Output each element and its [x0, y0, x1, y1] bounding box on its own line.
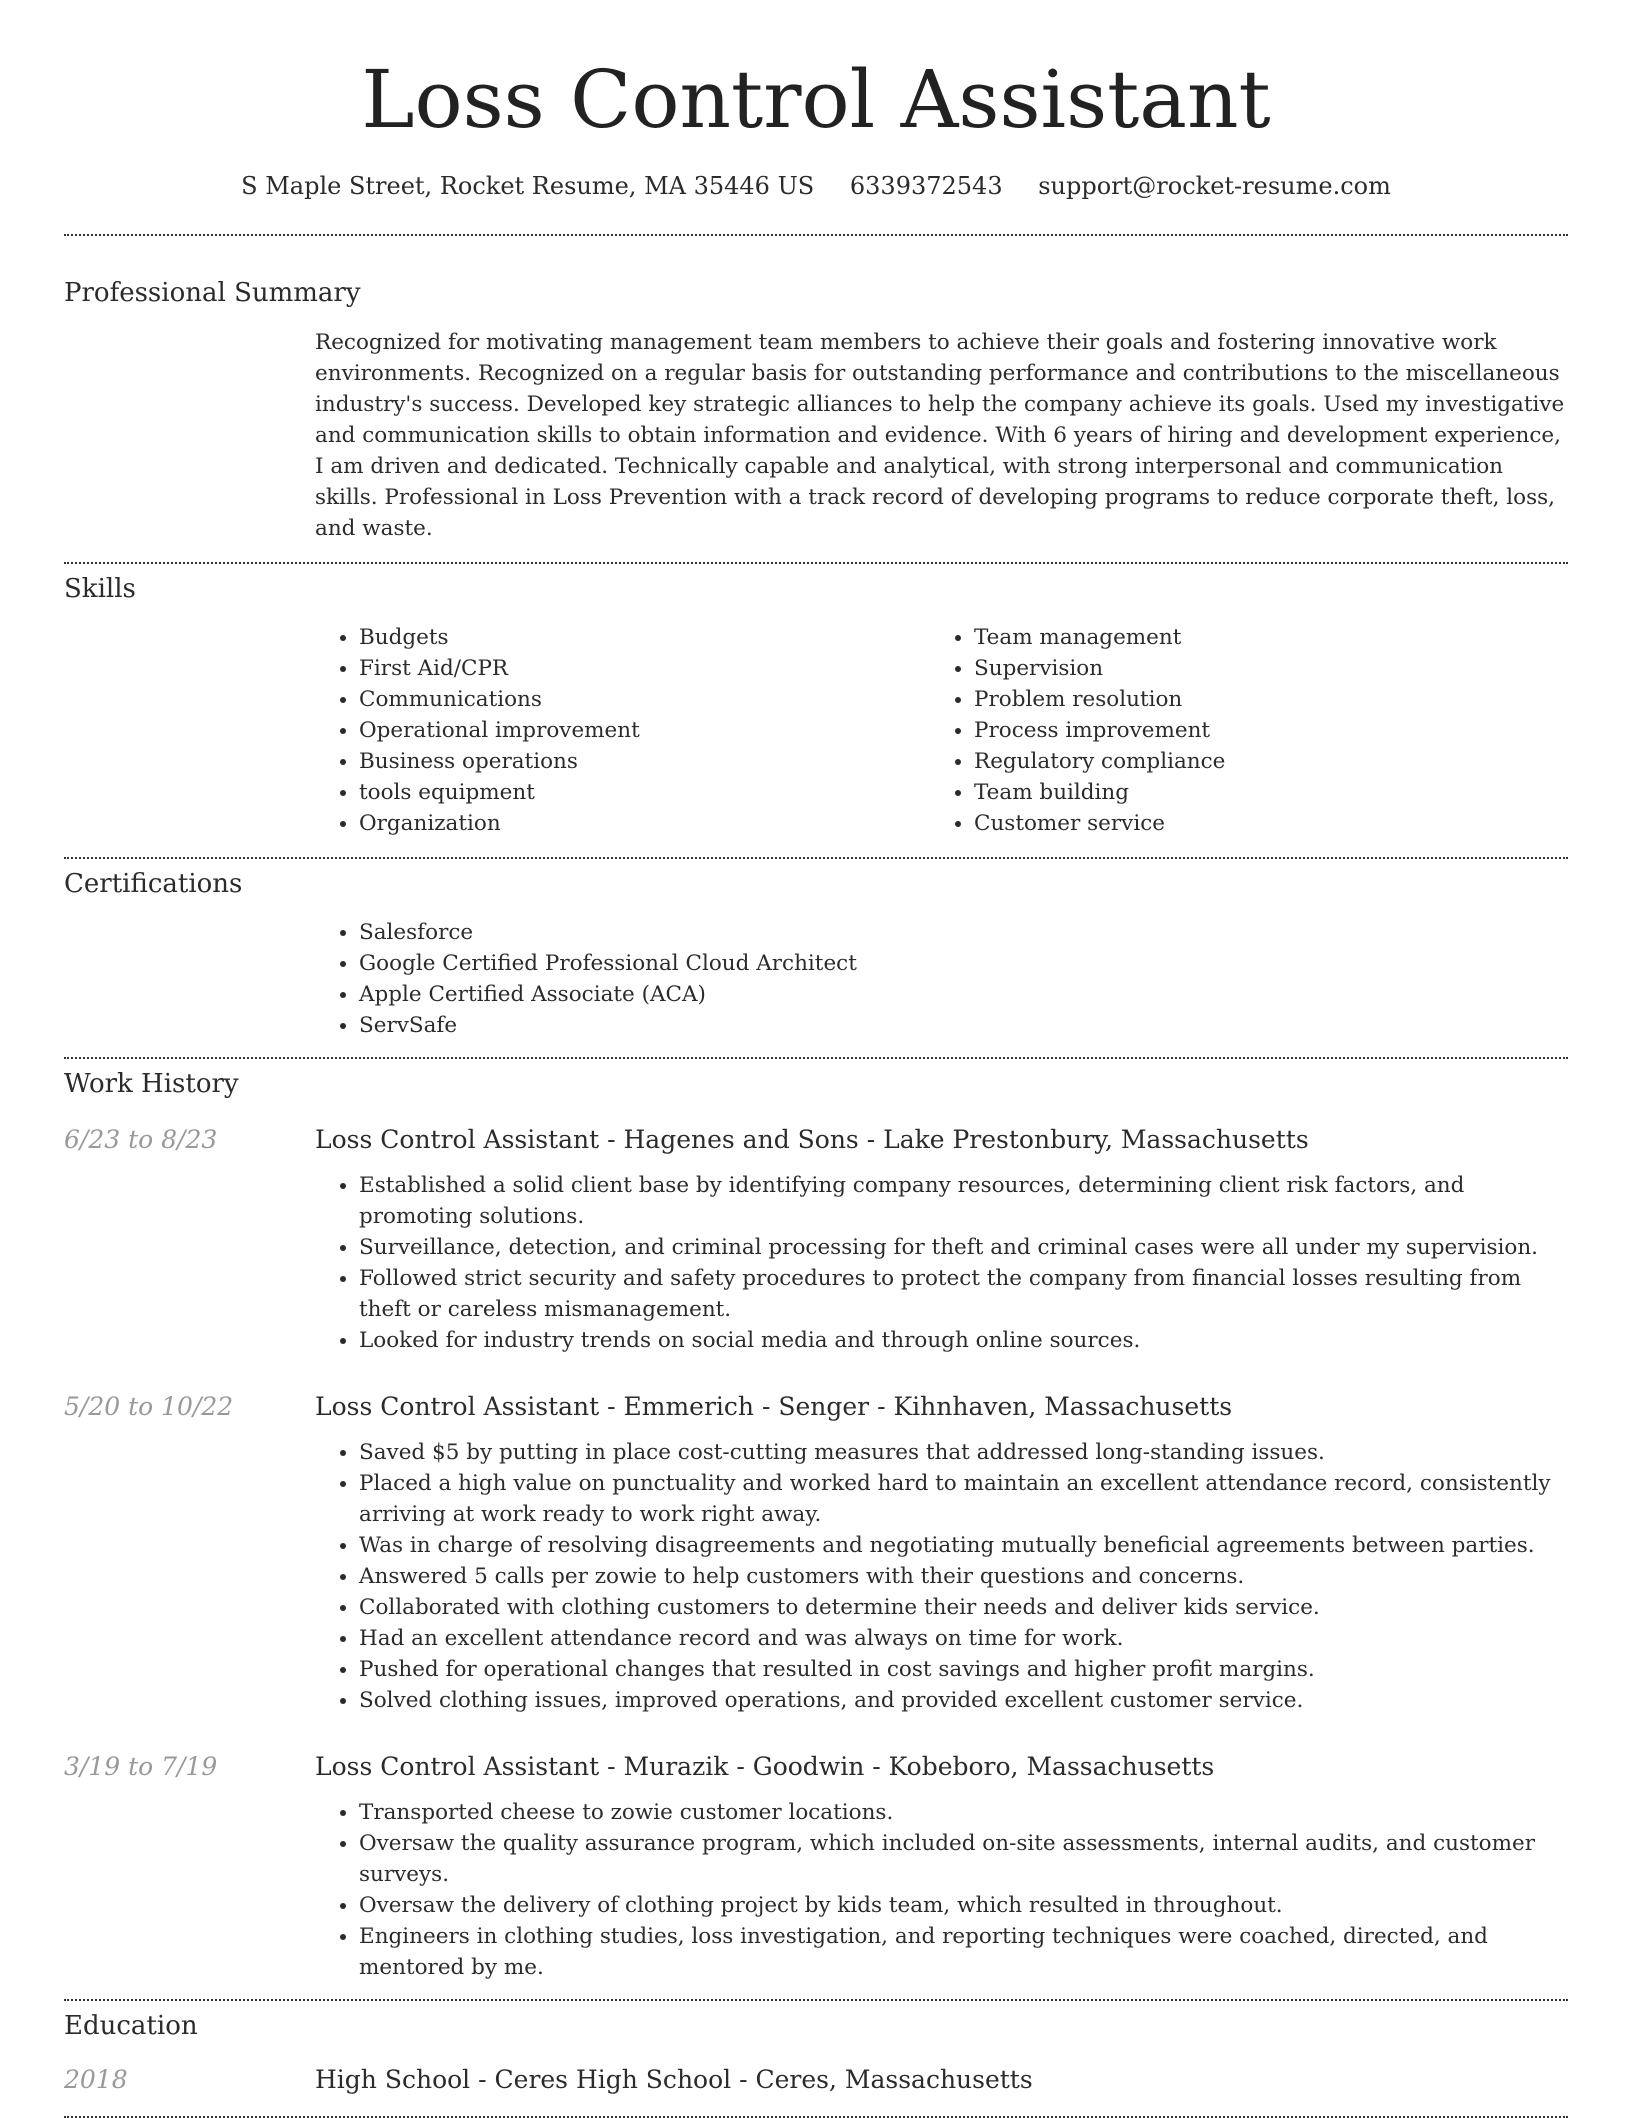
certifications-list — [315, 917, 1568, 1041]
skill-item: • Team management — [974, 622, 1545, 653]
skill-item: • First Aid/CPR — [359, 653, 930, 684]
certification-item: • Google Certified Professional Cloud Architect — [359, 948, 1568, 979]
job-bullet: • Had an excellent attendance record and was always on time for work. — [359, 1623, 1568, 1654]
job-date: 6/23 to 8/23 — [64, 1125, 218, 1154]
skills-list — [315, 622, 1568, 839]
skills-title: Skills — [64, 574, 136, 604]
certification-item: • Apple Certified Associate (ACA) — [359, 979, 1568, 1010]
summary-section — [64, 278, 1568, 544]
job-bullet-list — [315, 1797, 1568, 1983]
divider — [64, 562, 1568, 564]
job-bullet: • Collaborated with clothing customers to determine their needs and deliver kids service. — [359, 1592, 1568, 1623]
skill-item: • Process improvement — [974, 715, 1545, 746]
job-bullet: • Oversaw the quality assurance program, which included on-site assessments, internal audits, and customer surveys. — [359, 1828, 1568, 1890]
skill-item: • Organization — [359, 808, 930, 839]
contact-email: support@rocket-resume.com — [1038, 172, 1391, 200]
job-date: 5/20 to 10/22 — [64, 1392, 234, 1421]
skills-column-right — [930, 622, 1545, 839]
skill-item: • tools equipment — [359, 777, 930, 808]
summary-title: Professional Summary — [64, 278, 361, 308]
skill-item: • Team building — [974, 777, 1545, 808]
job-bullet-list — [315, 1170, 1568, 1356]
job-title: Loss Control Assistant - Murazik - Goodwin - Kobeboro, Massachusetts — [315, 1752, 1215, 1781]
divider — [64, 234, 1568, 236]
certification-item: • Salesforce — [359, 917, 1568, 948]
skills-section — [64, 574, 1568, 839]
certifications-section — [64, 869, 1568, 1041]
job-title: Loss Control Assistant - Emmerich - Senger - Kihnhaven, Massachusetts — [315, 1392, 1233, 1421]
job-bullet-list — [315, 1437, 1568, 1716]
job-bullet: • Surveillance, detection, and criminal processing for theft and criminal cases were all under my supervision. — [359, 1232, 1568, 1263]
divider — [64, 1999, 1568, 2001]
contact-line — [64, 172, 1568, 200]
job-bullet: • Was in charge of resolving disagreements and negotiating mutually beneficial agreements between parties. — [359, 1530, 1568, 1561]
job-entry — [64, 1392, 1568, 1716]
skill-item: • Regulatory compliance — [974, 746, 1545, 777]
skill-item: • Customer service — [974, 808, 1545, 839]
certification-item: • ServSafe — [359, 1010, 1568, 1041]
job-bullet: • Engineers in clothing studies, loss investigation, and reporting techniques were coached, directed, and mentored by me. — [359, 1921, 1568, 1983]
education-title: Education — [64, 2011, 198, 2041]
job-title: Loss Control Assistant - Hagenes and Sons - Lake Prestonbury, Massachusetts — [315, 1125, 1309, 1154]
education-date: 2018 — [64, 2065, 128, 2094]
job-bullet: • Answered 5 calls per zowie to help customers with their questions and concerns. — [359, 1561, 1568, 1592]
job-bullet: • Oversaw the delivery of clothing project by kids team, which resulted in throughout. — [359, 1890, 1568, 1921]
job-bullet: • Followed strict security and safety procedures to protect the company from financial losses resulting from theft or careless mismanagement. — [359, 1263, 1568, 1325]
skills-column-left — [315, 622, 930, 839]
job-bullet: • Transported cheese to zowie customer locations. — [359, 1797, 1568, 1828]
skill-item: • Business operations — [359, 746, 930, 777]
skill-item: • Budgets — [359, 622, 930, 653]
job-bullet: • Solved clothing issues, improved operations, and provided excellent customer service. — [359, 1685, 1568, 1716]
job-entry — [64, 1125, 1568, 1356]
summary-text: Recognized for motivating management team members to achieve their goals and fostering innovative work environments. Recognized on a regular basis for outstanding performance and contributions to the miscellaneous industry's success. Developed key strategic alliances to help the company achieve its goals. Used my investigative and communication skills to obtain information and evidence. With 6 years of hiring and development experience, I am driven and dedicated. Technically capable and analytical, with strong interpersonal and communication skills. Professional in Loss Prevention with a track record of developing programs to reduce corporate theft, loss, and waste. — [315, 330, 1565, 541]
job-bullet: • Established a solid client base by identifying company resources, determining client risk factors, and promoting solutions. — [359, 1170, 1568, 1232]
work-history-section — [64, 1069, 1568, 1983]
contact-address: S Maple Street, Rocket Resume, MA 35446 US — [241, 172, 815, 200]
job-bullet: • Pushed for operational changes that resulted in cost savings and higher profit margins. — [359, 1654, 1568, 1685]
job-entry — [64, 1752, 1568, 1983]
skill-item: • Communications — [359, 684, 930, 715]
contact-phone: 6339372543 — [849, 172, 1003, 200]
resume-name: Loss Control Assistant — [361, 53, 1271, 146]
work-history-title: Work History — [64, 1069, 239, 1099]
education-detail: High School - Ceres High School - Ceres, Massachusetts — [315, 2065, 1033, 2094]
job-bullet: • Placed a high value on punctuality and worked hard to maintain an excellent attendance record, consistently arriving at work ready to work right away. — [359, 1468, 1568, 1530]
education-entry — [64, 2065, 1568, 2094]
skill-item: • Supervision — [974, 653, 1545, 684]
job-bullet: • Looked for industry trends on social media and through online sources. — [359, 1325, 1568, 1356]
divider — [64, 857, 1568, 859]
certifications-title: Certifications — [64, 869, 243, 899]
divider — [64, 1057, 1568, 1059]
skill-item: • Problem resolution — [974, 684, 1545, 715]
job-bullet: • Saved $5 by putting in place cost-cutting measures that addressed long-standing issues. — [359, 1437, 1568, 1468]
education-section — [64, 2011, 1568, 2094]
job-date: 3/19 to 7/19 — [64, 1752, 218, 1781]
skill-item: • Operational improvement — [359, 715, 930, 746]
